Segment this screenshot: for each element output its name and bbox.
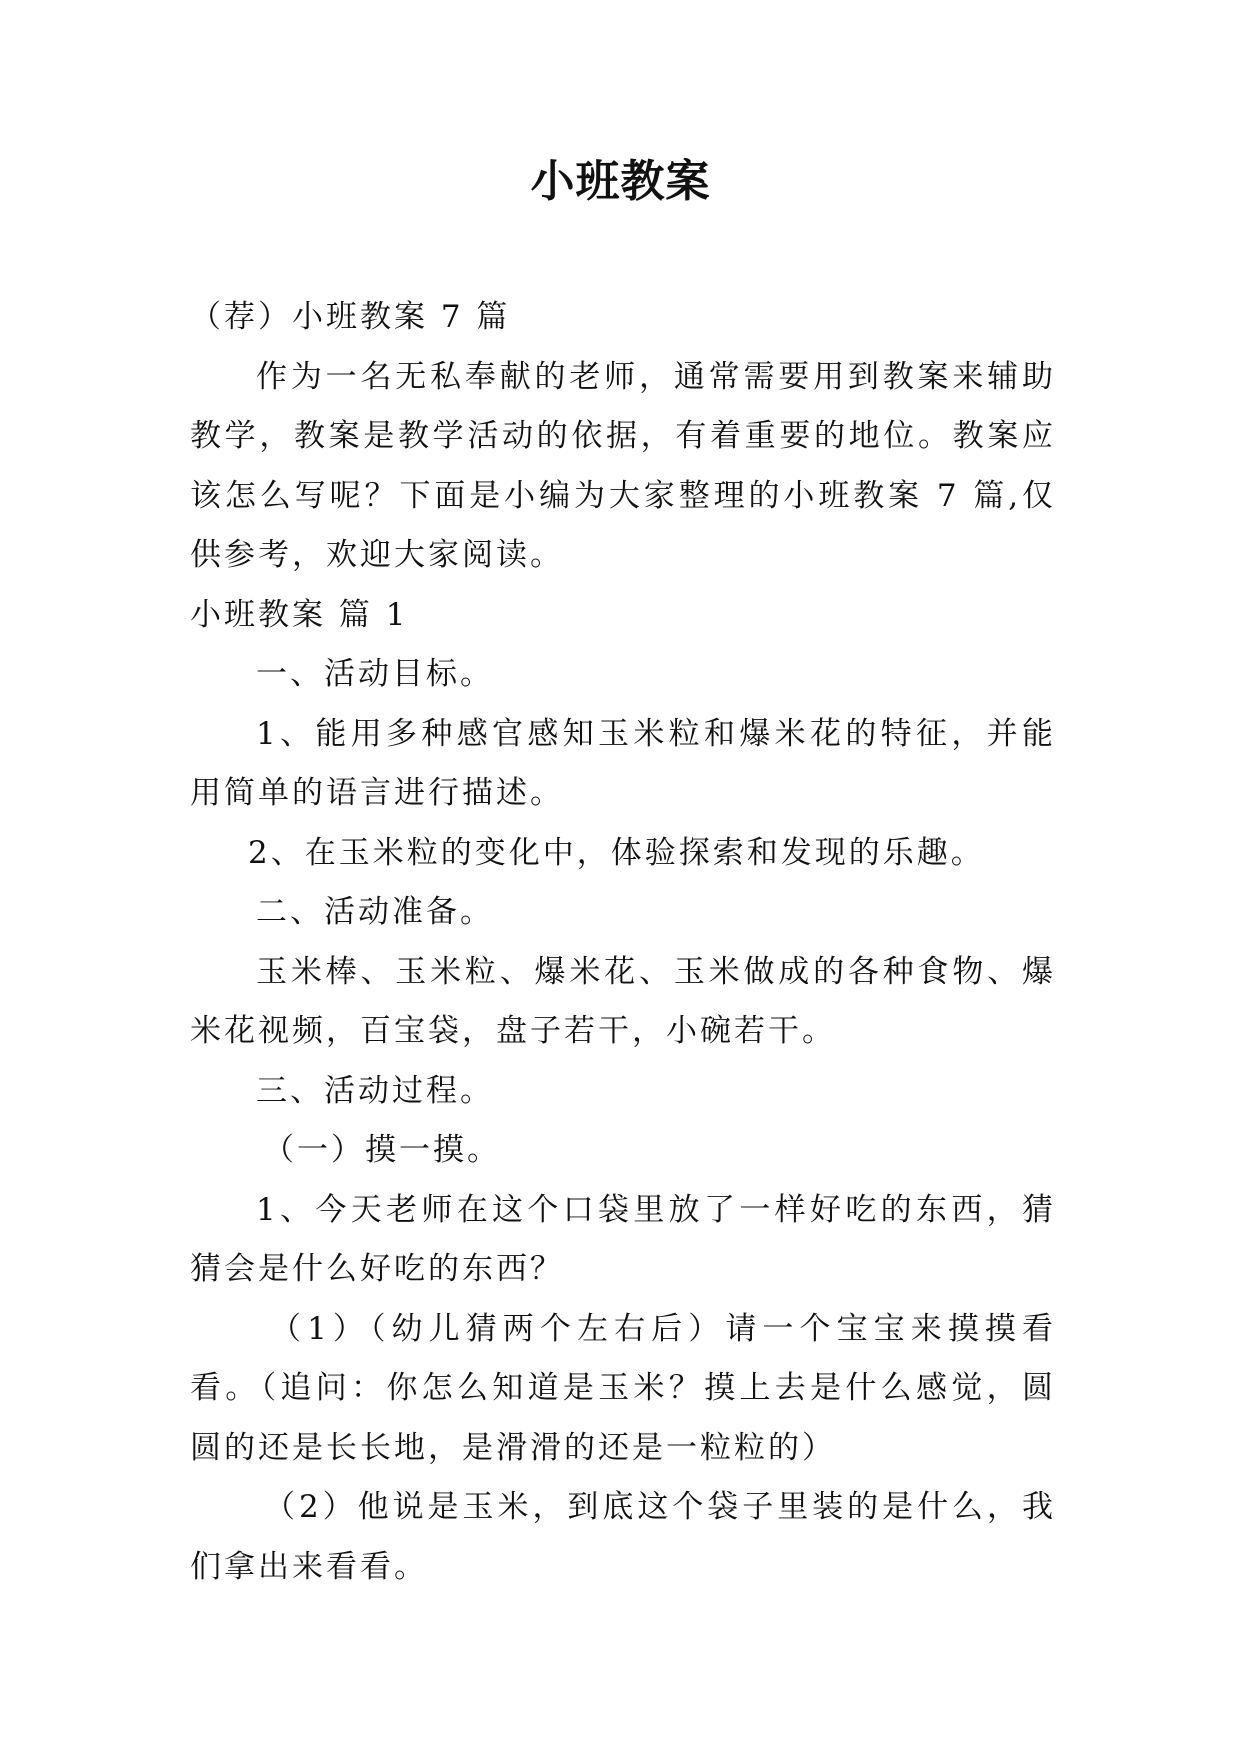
paragraph-subtitle: （荐）小班教案 7 篇	[190, 299, 511, 335]
document-body	[190, 288, 1056, 1597]
paragraph-goals-heading: 一、活动目标。	[256, 656, 494, 692]
paragraph-goal-2: 2、在玉米粒的变化中，体验探索和发现的乐趣。	[248, 834, 985, 871]
section-heading: 小班教案 篇 1	[190, 596, 409, 633]
paragraph-prep-items: 玉米棒、玉米粒、爆米花、玉米做成的各种食物、爆米花视频，百宝袋，盘子若干，小碗若干。	[190, 953, 1056, 1049]
paragraph-goal-1: 1、能用多种感官感知玉米粒和爆米花的特征，并能用简单的语言进行描述。	[190, 715, 1056, 811]
paragraph-intro: 作为一名无私奉献的老师，通常需要用到教案来辅助教学，教案是教学活动的依据，有着重要的地位。教案应该怎么写呢？下面是小编为大家整理的小班教案 7 篇,仅供参考，欢迎大家阅读。	[190, 358, 1056, 573]
paragraph-step-1: 1、今天老师在这个口袋里放了一样好吃的东西，猜猜会是什么好吃的东西？	[190, 1191, 1056, 1287]
paragraph-process-heading: 三、活动过程。	[256, 1072, 494, 1109]
document-title: 小班教案	[530, 156, 711, 207]
paragraph-prep-heading: 二、活动准备。	[256, 894, 494, 930]
paragraph-step-touch: （一）摸一摸。	[263, 1132, 501, 1168]
paragraph-step-1-1: （1）（幼儿猜两个左右后）请一个宝宝来摸摸看看。（追问：你怎么知道是玉米？摸上去是什么感觉，圆圆的还是长长地，是滑滑的还是一粒粒的）	[190, 1310, 1056, 1466]
paragraph-step-1-2: （2）他说是玉米，到底这个袋子里装的是什么，我们拿出来看看。	[190, 1489, 1056, 1585]
